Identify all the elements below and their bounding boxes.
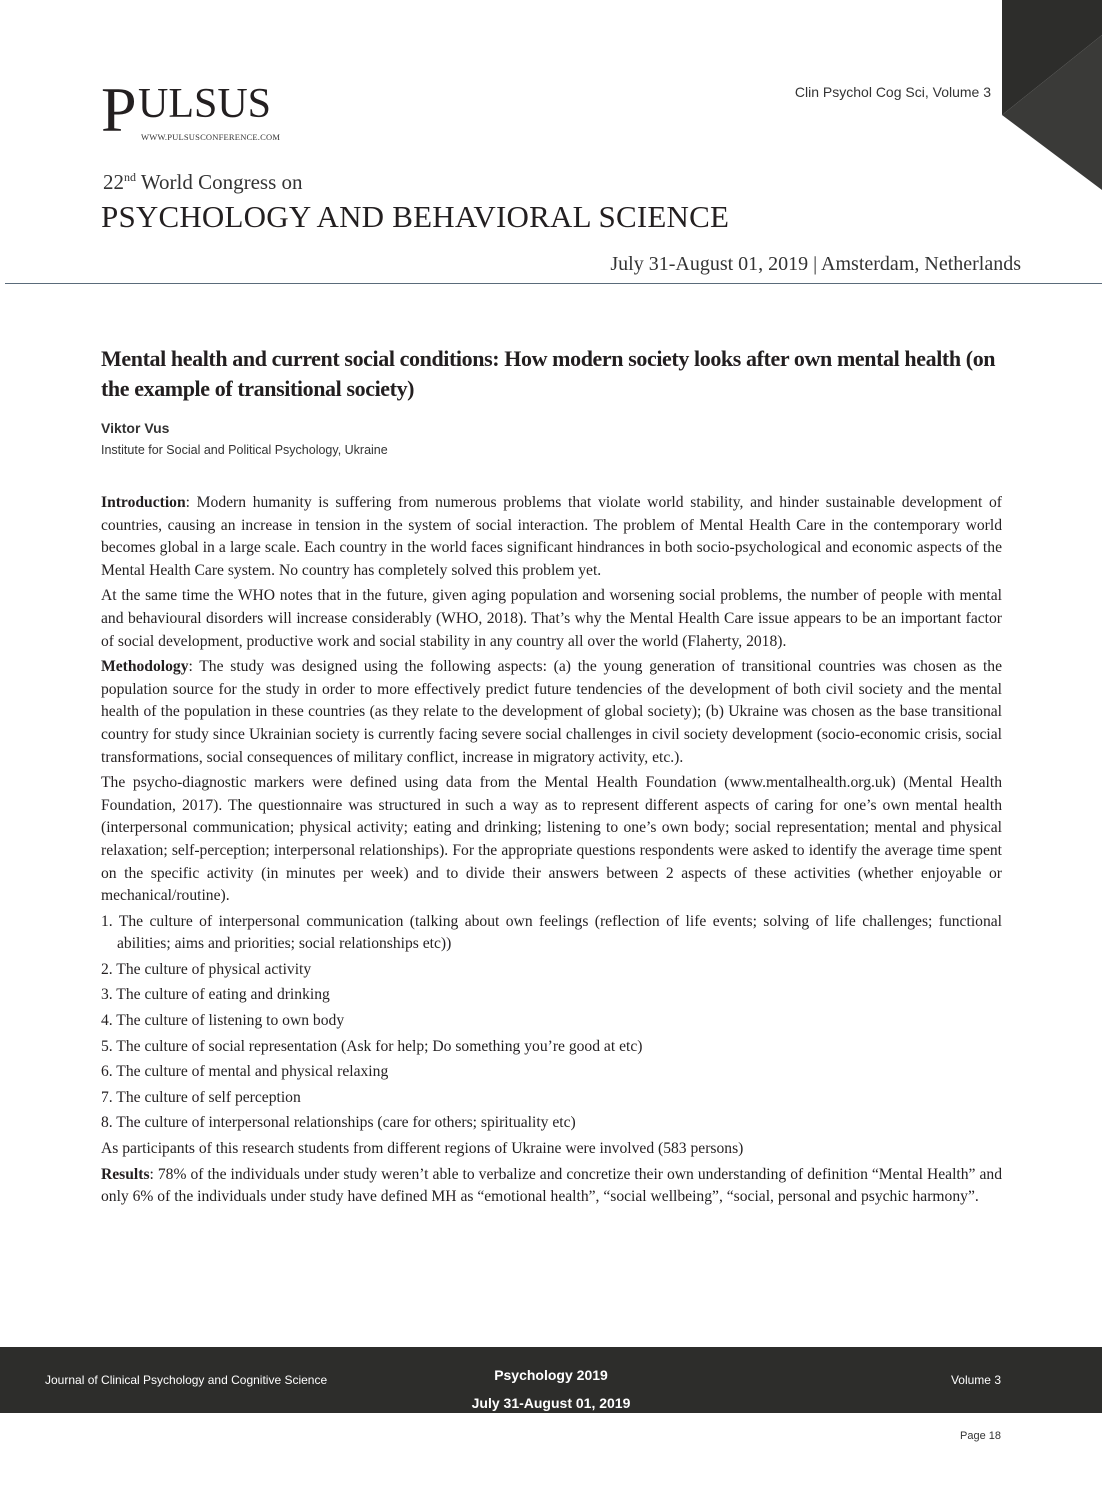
congress-title: PSYCHOLOGY AND BEHAVIORAL SCIENCE [101, 199, 730, 234]
introduction-text: : Modern humanity is suffering from numerous problems that violate world stability, and hinder sustainable development of countries, causing an increase in tension in the system of social interaction. The problem of Mental Health Care in the contemporary world becomes global in a large scale. Each country in the world faces significant hindrances in both socio-psychological and economic aspects of the Mental Health Care system. No country has completely solved this problem yet. [101, 494, 1002, 579]
footer-bar [0, 1347, 1102, 1413]
list-item: 8. The culture of interpersonal relationships (care for others; spirituality etc) [101, 1114, 576, 1132]
article-body [101, 492, 1002, 1212]
author-name: Viktor Vus [101, 420, 170, 436]
results-label: Results [101, 1165, 150, 1183]
who-paragraph: At the same time the WHO notes that in the future, given aging population and worsening social problems, the number of people with mental and behavioural disorders will increase considerably (WHO, 2018). That’s why the Mental Health Care issue appears to be an important factor of social development, productive work and social stability in any country all over the world (Flaherty, 2018). [101, 587, 1002, 650]
results-text: : 78% of the individuals under study weren’t able to verbalize and concretize their own understanding of definition “Mental Health” and only 6% of the individuals under study have defined MH as “emotional health”, “social wellbeing”, “social, personal and psychic harmony”. [101, 1165, 1002, 1206]
list-item: 4. The culture of listening to own body [101, 1012, 345, 1030]
markers-paragraph: The psycho-diagnostic markers were defined using data from the Mental Health Foundation (www.mentalhealth.org.uk) (Mental Health Foundation, 2017). The questionnaire was structured in such a way as to represent different aspects of caring for one’s own mental health (interpersonal communication; physical activity; eating and drinking; listening to one’s own body; social representation; mental and physical relaxation; self-perception; interpersonal relationships). For the appropriate questions respondents were asked to identify the average time spent on the specific activity (in minutes per week) and to divide their answers between 2 aspects of these activities (whether enjoyable or mechanical/routine). [101, 774, 1002, 905]
header-divider [5, 283, 1102, 284]
article-title: Mental health and current social conditions: How modern society looks after own mental health (on the example of transitional society) [101, 346, 996, 401]
methodology-text: : The study was designed using the following aspects: (a) the young generation of transitional countries was chosen as the population source for the study in order to more effectively predict future tendencies of the development of both civil society and the mental health of the population in these countries (as they relate to the development of global society); (b) Ukraine was chosen as the base transitional country for study since Ukrainian society is currently facing severe social challenges in civil society development (socio-economic crisis, social transformations, social consequences of military conflict, increase in migratory activity, etc.). [101, 658, 1002, 766]
page-number: Page 18 [960, 1430, 1001, 1442]
footer-event [0, 1361, 1102, 1417]
results-paragraph [101, 1164, 1002, 1209]
introduction-paragraph [101, 492, 1002, 582]
list-item: 6. The culture of mental and physical relaxing [101, 1063, 389, 1081]
footer-volume: Volume 3 [950, 1373, 1001, 1387]
list-item: 2. The culture of physical activity [101, 960, 312, 978]
author-affiliation: Institute for Social and Political Psychology, Ukraine [101, 443, 388, 457]
congress-text: World Congress on [140, 170, 303, 194]
introduction-label: Introduction [101, 494, 186, 511]
list-item: 5. The culture of social representation (Ask for help; Do something you’re good at etc) [101, 1037, 643, 1055]
congress-suffix: nd [124, 170, 136, 184]
footer-event-dates: July 31-August 01, 2019 [471, 1395, 631, 1411]
footer-journal: Journal of Clinical Psychology and Cognitive Science [45, 1373, 328, 1387]
list-item: 3. The culture of eating and drinking [101, 986, 330, 1004]
logo-wordmark: ULSUS [138, 81, 272, 127]
corner-decoration [1002, 0, 1102, 190]
culture-list [101, 911, 1002, 1135]
list-item: 1. The culture of interpersonal communication (talking about own feelings (reflection of life events; solving of life challenges; functional abilities; aims and priorities; social relationships etc)) [101, 912, 1002, 953]
congress-number: 22 [103, 170, 124, 194]
pulsus-logo [101, 74, 301, 152]
participants-paragraph: As participants of this research students from different regions of Ukraine were involved (583 persons) [101, 1140, 744, 1158]
methodology-paragraph [101, 656, 1002, 769]
date-location: July 31-August 01, 2019 | Amsterdam, Netherlands [610, 253, 1021, 275]
methodology-label: Methodology [101, 658, 189, 676]
logo-url: WWW.PULSUSCONFERENCE.COM [141, 132, 281, 142]
congress-line [103, 170, 303, 195]
list-item: 7. The culture of self perception [101, 1088, 301, 1106]
journal-reference: Clin Psychol Cog Sci, Volume 3 [794, 84, 991, 100]
logo-initial: P [101, 74, 137, 145]
footer-event-name: Psychology 2019 [494, 1367, 608, 1383]
